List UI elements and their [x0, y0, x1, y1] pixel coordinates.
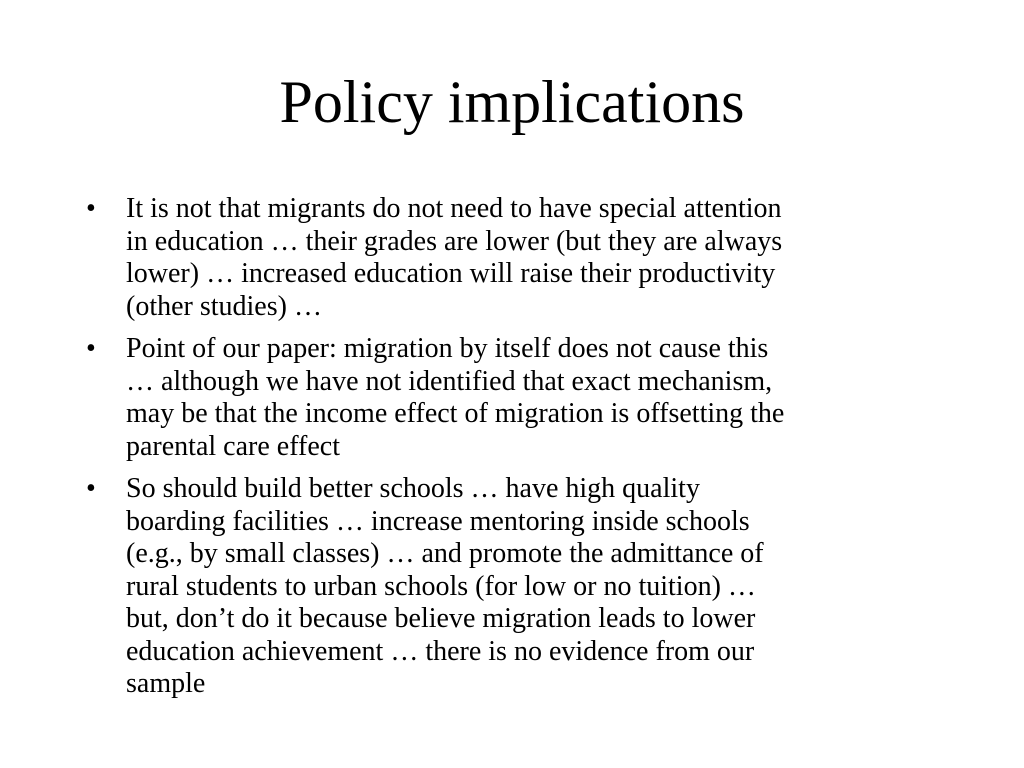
bullet-line: (e.g., by small classes) … and promote the admittance of [126, 538, 764, 569]
bullet-line: So should build better schools … have high quality [126, 473, 700, 504]
bullet-line: … although we have not identified that exact mechanism, [126, 365, 773, 397]
bullet-line: in education … their grades are lower (but they are always [126, 225, 783, 257]
bullet-line: parental care effect [126, 430, 340, 462]
bullet-line: It is not that migrants do not need to have special attention [126, 193, 782, 224]
bullet-line: sample [126, 668, 206, 699]
bullet-icon: • [86, 193, 96, 224]
bullet-line: but, don’t do it because believe migration leads to lower [126, 603, 756, 634]
bullet-item-3 [82, 473, 942, 701]
bullet-icon: • [86, 333, 96, 364]
bullet-icon: • [86, 473, 96, 504]
bullet-line: (other studies) … [126, 290, 322, 322]
bullet-item-1 [82, 193, 942, 323]
bullet-line: rural students to urban schools (for low or no tuition) … [126, 570, 756, 602]
bullet-line: may be that the income effect of migration is offsetting the [126, 398, 785, 429]
slide-title: Policy implications [279, 69, 745, 135]
bullet-line: boarding facilities … increase mentoring inside schools [126, 505, 750, 537]
bullet-list [82, 193, 942, 711]
bullet-line: Point of our paper: migration by itself does not cause this [126, 333, 769, 364]
bullet-line: education achievement … there is no evidence from our [126, 635, 755, 667]
bullet-item-2 [82, 333, 942, 463]
bullet-line: lower) … increased education will raise their productivity [126, 258, 776, 289]
